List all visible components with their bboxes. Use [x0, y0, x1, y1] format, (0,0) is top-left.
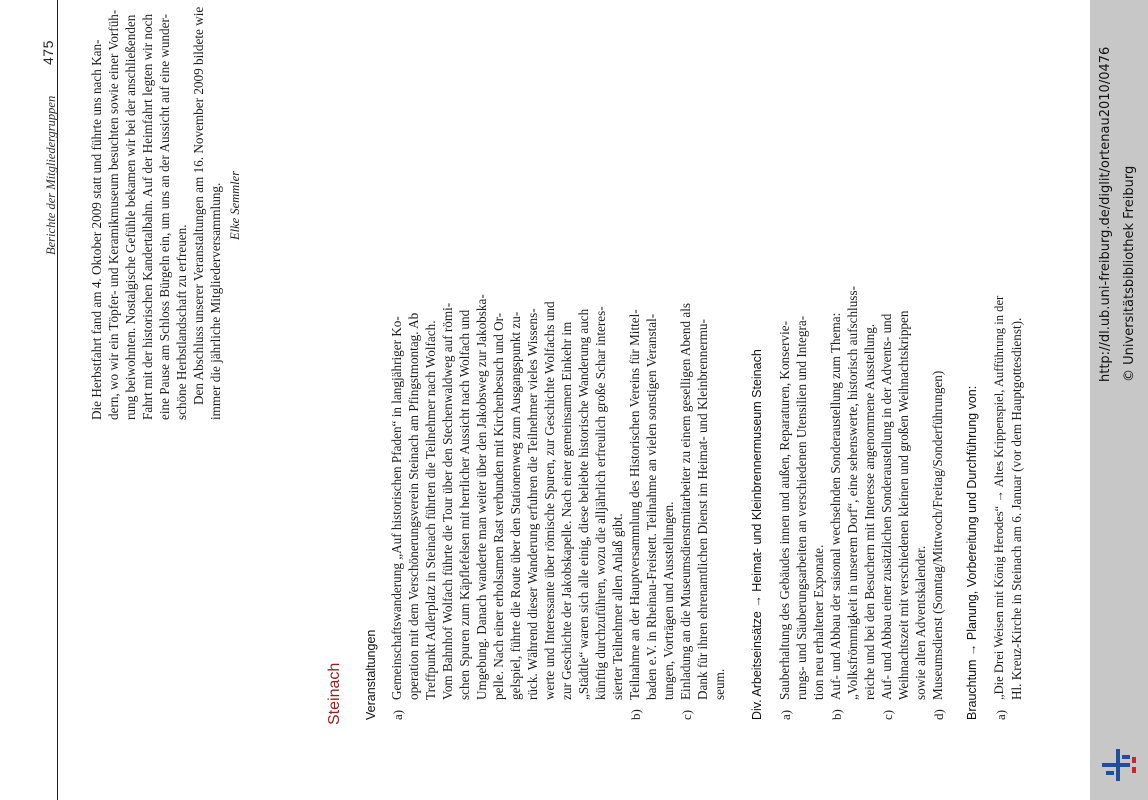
text-line: Treffpunkt Adlerplatz in Steinach führten die Teilnehmer nach Wolfach. — [423, 320, 438, 700]
text-line: werte und Interessante über römische Spuren, zur Geschichte Wolfachs und — [542, 301, 557, 700]
list-marker: c) — [880, 709, 895, 720]
list-marker: a) — [778, 709, 793, 720]
text-line: immer die jährliche Mitgliederversammlung. — [208, 182, 223, 420]
list-marker: d) — [931, 709, 946, 720]
text-line: Umgebung. Danach wanderte man weiter über den Jakobsweg zur Jakobska- — [474, 294, 489, 700]
list-marker: b) — [829, 709, 844, 720]
text-line: reiche und bei den Besuchern mit Interesse angenommene Ausstellung. — [862, 323, 877, 700]
list-marker: a) — [993, 709, 1008, 720]
text-line: Auf- und Abbau einer zusätzlichen Sonderaustellung in der Advents- und — [879, 313, 894, 700]
text-line: rung beiwohnten. Nostalgische Gefühle bekamen wir bei der anschließenden — [123, 14, 138, 420]
text-line: Weihnachtszeit mit verschiedenen kleinen und großen Weihnachtskrippen — [896, 310, 911, 700]
text-line: baden e.V. in Rheinau-Freistett. Teilnahme an vielen sonstigen Veranstal- — [644, 313, 659, 700]
text-line: Vom Bahnhof Wolfach führte die Tour über den Stechenwaldweg auf römi- — [440, 302, 455, 700]
library-logo-icon — [1098, 745, 1142, 785]
text-line: sierter Teilnehmer allen Anlaß gibt. — [610, 513, 625, 700]
source-url-link[interactable]: http://dl.ub.uni-freiburg.de/diglit/ortenau2010/0476 — [1098, 46, 1113, 382]
text-line: sowie alten Adventskalender. — [913, 545, 928, 700]
copyright-notice: © Universitätsbibliothek Freiburg — [1122, 165, 1137, 382]
text-line: gelspiel, führte die Route über den Stationenweg zum Ausgangspunkt zu- — [508, 311, 523, 700]
subheading-brauchtum: Brauchtum → Planung, Vorbereitung und Durchführung von: — [965, 385, 979, 720]
text-line: „Städtle“ waren sich alle einig, diese beliebte historische Wanderung auch — [576, 308, 591, 700]
text-line: Den Abschluss unserer Veranstaltungen am 16. November 2009 bildete wie — [191, 6, 206, 405]
section-title: Steinach — [326, 662, 343, 725]
text-line: „Volksfrömmigkeit in unserem Dorf“, eine sehenswerte, historisch aufschluss- — [845, 286, 860, 700]
author-signature: Elke Semmler — [228, 170, 242, 240]
subheading-veranstaltungen: Veranstaltungen — [364, 629, 378, 720]
list-marker: c) — [679, 709, 694, 720]
text-line: rück. Während dieser Wanderung erfuhren die Teilnehmer vieles Wissens- — [525, 308, 540, 700]
list-marker: a) — [390, 709, 405, 720]
running-title: Berichte der Mitgliedergruppen — [44, 95, 58, 255]
subheading-arbeitseinsaetze: Div. Arbeitseinsätze → Heimat- und Kleinbrennermuseum Steinach — [750, 349, 764, 720]
text-line: operation mit dem Verschönerungsverein Steinach am Pfingstmontag. Ab — [406, 312, 421, 700]
text-line: eine Pause am Schloss Bürgeln ein, um uns an der Aussicht auf eine wunder- — [157, 13, 172, 420]
text-line: Fahrt mit der historischen Kandertalbahn. Auf der Heimfahrt legten wir noch — [140, 13, 155, 420]
text-line: rungs- und Säuberungsarbeiten an verschiedenen Utensilien und Integra- — [794, 315, 809, 700]
text-line: Einladung an die Museumsdienstmitarbeiter zu einem geselligen Abend als — [678, 303, 693, 700]
text-line: künftig durchzuführen, wozu die alljährlich erfreulich große Schar interes- — [593, 306, 608, 700]
text-line: Hl. Kreuz-Kirche in Steinach am 6. Januar (vor dem Hauptgottesdienst). — [1009, 317, 1024, 700]
text-line: Die Herbstfahrt fand am 4. Oktober 2009 statt und führte uns nach Kan- — [89, 39, 104, 420]
text-line: seum. — [712, 668, 727, 700]
text-line: zur Geschichte der Jakobskapelle. Nach einer gemeinsamen Einkehr im — [559, 321, 574, 700]
text-line: pelle. Nach einer erholsamen Rast verbunden mit Kirchenbesuch und Or- — [491, 312, 506, 700]
text-line: Museumsdienst (Sonntag/Mittwoch/Freitag/Sonderführungen) — [930, 370, 945, 700]
text-line: Teilnahme an der Hauptversammlung des Historischen Vereins für Mittel- — [627, 309, 642, 700]
footer-text — [1090, 0, 1148, 800]
text-line: tungen, Vorträgen und Ausstellungen. — [661, 501, 676, 700]
text-line: Sauberhaltung des Gebäudes innen und außen, Reparaturen, Konservie- — [777, 320, 792, 700]
text-line: dern, wo wir ein Töpfer- und Keramikmuseum besuchten sowie einer Vorfüh- — [106, 9, 121, 420]
text-line: „Die Drei Weisen mit König Herodes“ → Altes Krippenspiel, Aufführung in der — [992, 295, 1006, 700]
text-line: schen Spuren zum Käpflefelsen mit herrlicher Aussicht nach Wolfach und — [457, 309, 472, 700]
list-marker: b) — [628, 709, 643, 720]
text-line: Gemeinschaftswanderung „Auf historischen Pfaden“ in langjähriger Ko- — [389, 316, 404, 700]
text-line: Dank für ihren ehrenamtlichen Dienst im Heimat- und Kleinbrennermu- — [695, 319, 710, 700]
text-line: Auf- und Abbau der saisonal wechselnden Sonderaustellung zum Thema: — [828, 312, 843, 700]
page-number: 475 — [40, 40, 56, 65]
text-line: schöne Herbstlandschaft zu erfreuen. — [174, 224, 189, 420]
text-line: tion neu erhaltener Exponate. — [811, 544, 826, 700]
